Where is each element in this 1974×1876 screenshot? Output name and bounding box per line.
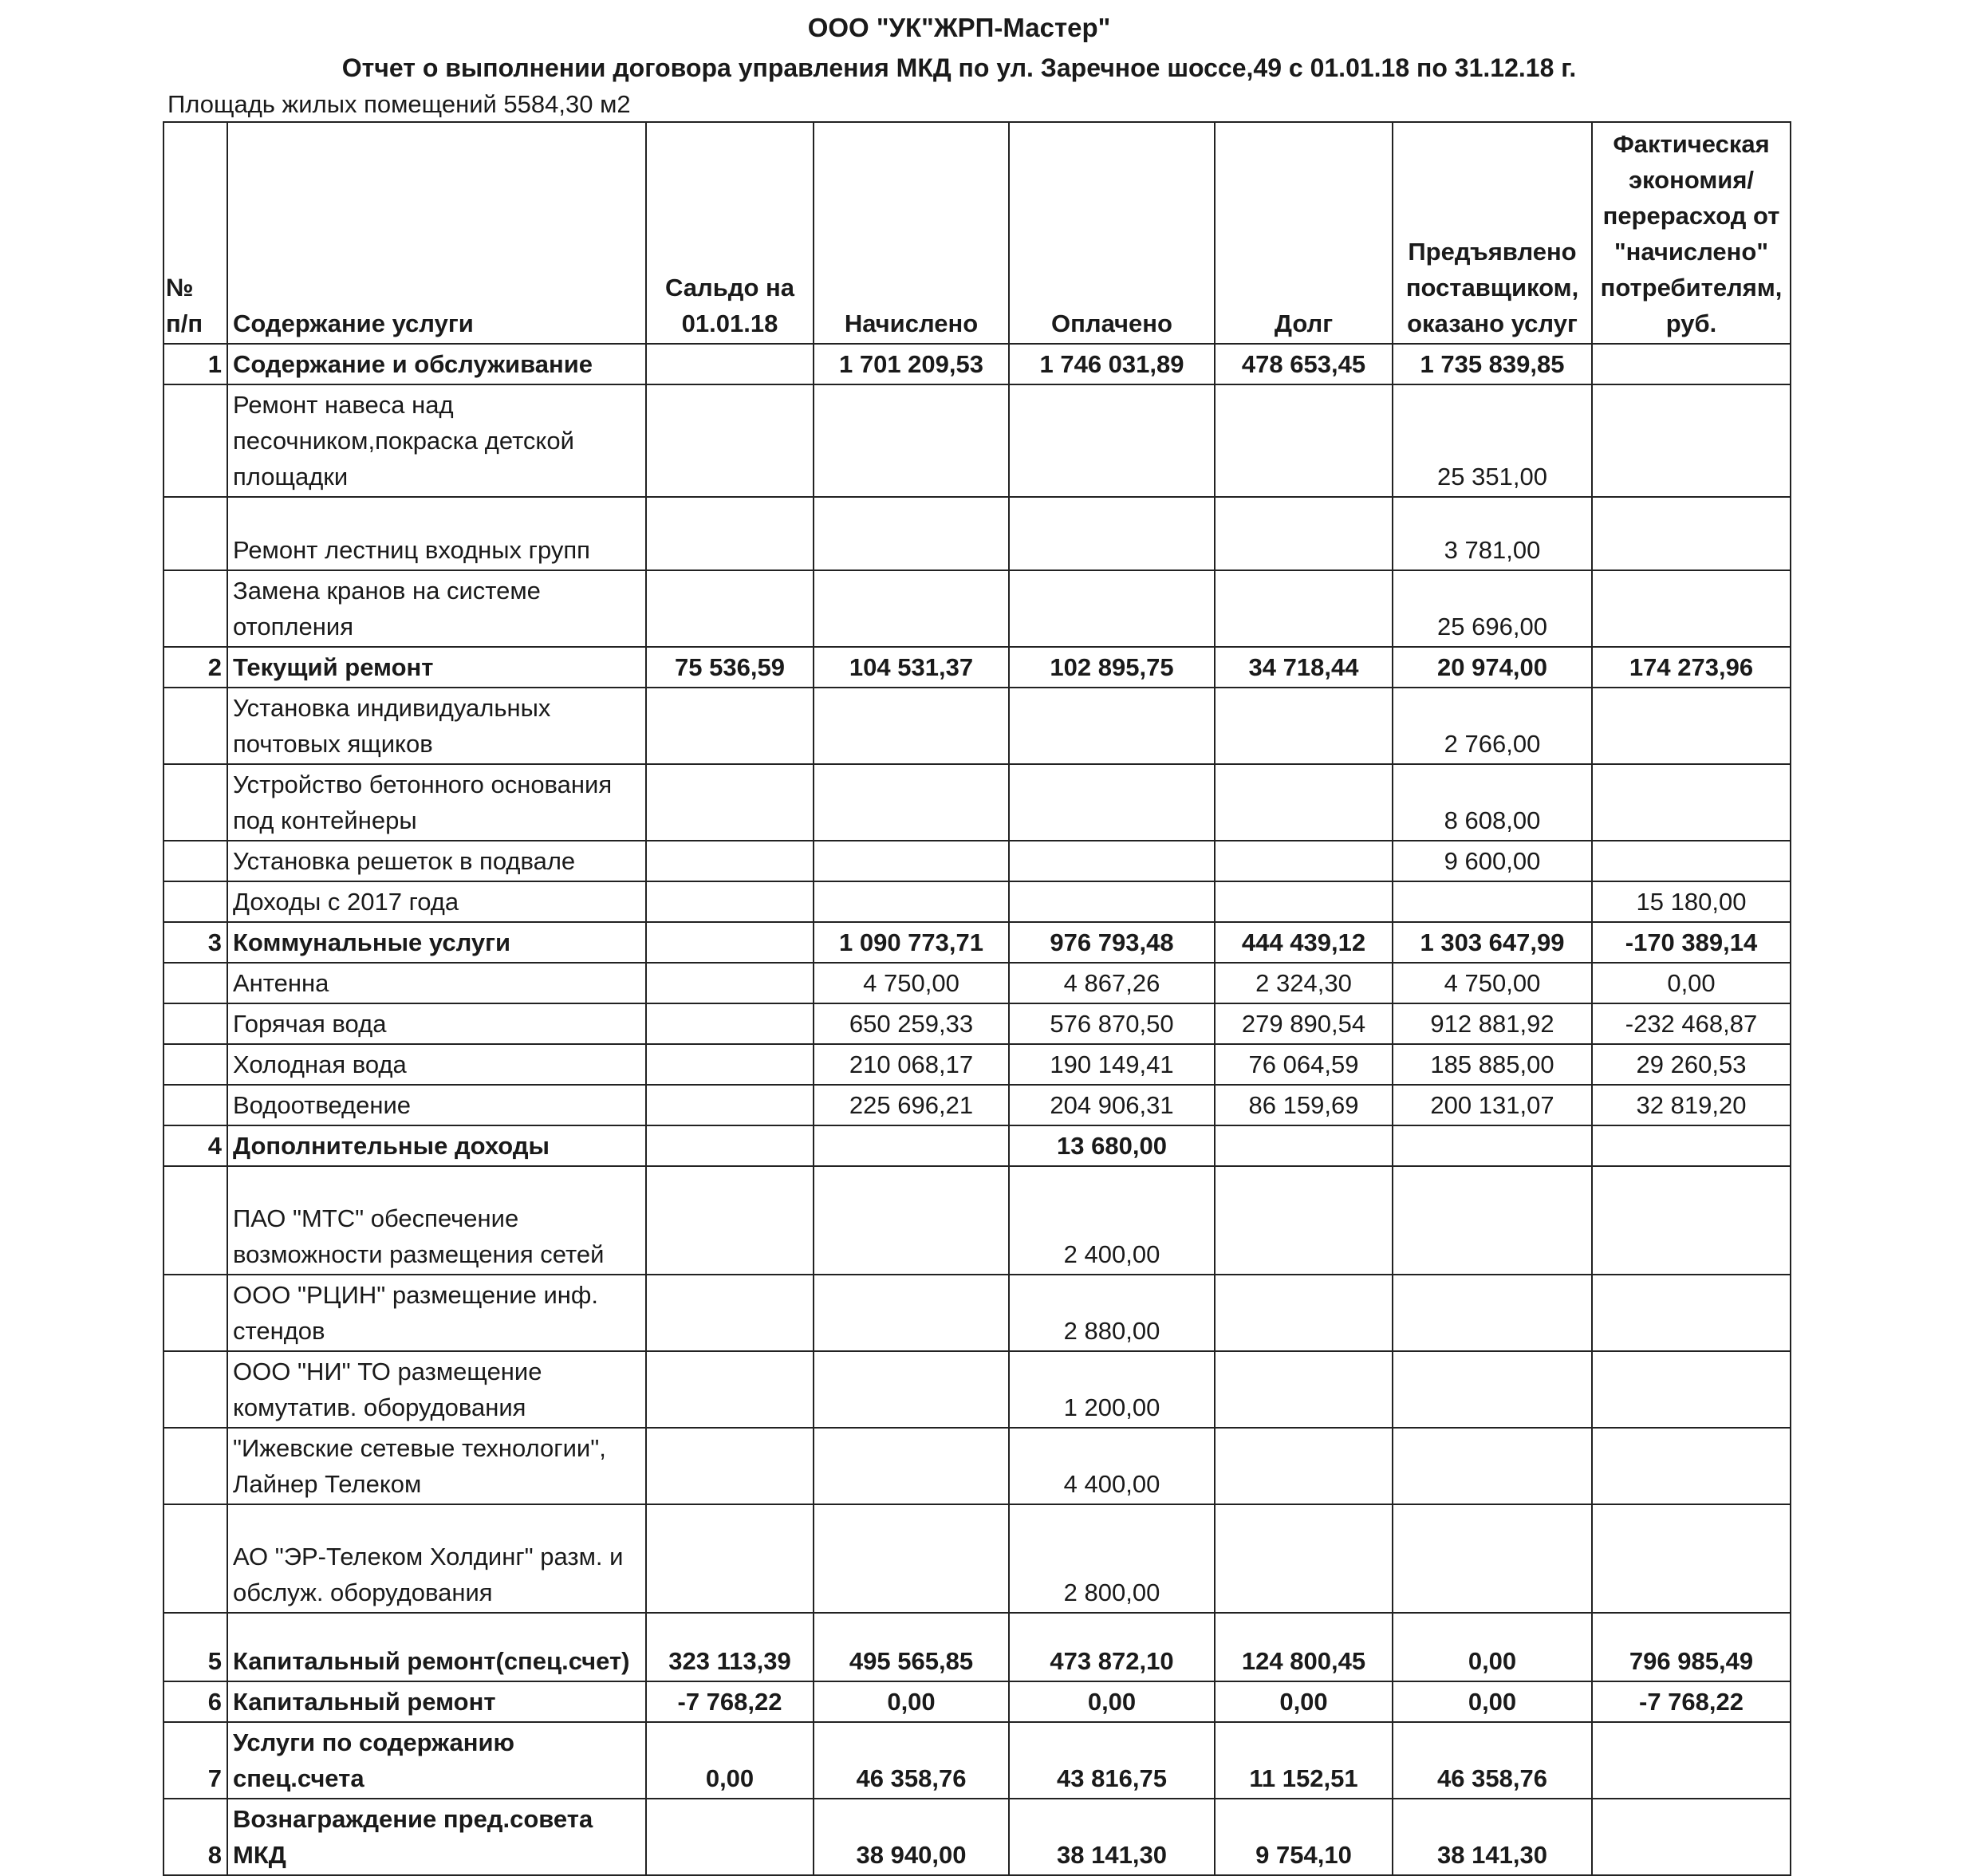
cell-supplier: 2 766,00: [1393, 688, 1592, 764]
cell-num: [164, 1275, 227, 1351]
cell-economy: 32 819,20: [1592, 1085, 1791, 1125]
cell-charged: [814, 1504, 1009, 1613]
cell-debt: [1215, 1428, 1393, 1504]
cell-supplier: [1393, 881, 1592, 922]
cell-num: 7: [164, 1722, 227, 1799]
cell-num: [164, 764, 227, 841]
cell-saldo: 0,00: [646, 1722, 814, 1799]
table-row: [164, 1428, 1791, 1504]
cell-num: [164, 1085, 227, 1125]
table-row: [164, 497, 1791, 570]
cell-supplier: [1393, 1275, 1592, 1351]
cell-service: Холодная вода: [227, 1044, 646, 1085]
cell-supplier: 185 885,00: [1393, 1044, 1592, 1085]
cell-supplier: 0,00: [1393, 1681, 1592, 1722]
table-row: [164, 841, 1791, 881]
cell-supplier: 8 608,00: [1393, 764, 1592, 841]
cell-num: 3: [164, 922, 227, 963]
cell-debt: [1215, 688, 1393, 764]
cell-economy: [1592, 1722, 1791, 1799]
cell-saldo: [646, 1003, 814, 1044]
cell-paid: 43 816,75: [1009, 1722, 1215, 1799]
cell-charged: 104 531,37: [814, 647, 1009, 688]
cell-saldo: [646, 1504, 814, 1613]
cell-service: Водоотведение: [227, 1085, 646, 1125]
cell-service: Капитальный ремонт(спец.счет): [227, 1613, 646, 1681]
cell-num: [164, 688, 227, 764]
table-row: [164, 1044, 1791, 1085]
cell-service: ПАО "МТС" обеспечение возможности размещения сетей: [227, 1166, 646, 1275]
cell-paid: 576 870,50: [1009, 1003, 1215, 1044]
cell-saldo: [646, 881, 814, 922]
cell-paid: 190 149,41: [1009, 1044, 1215, 1085]
cell-economy: -7 768,22: [1592, 1681, 1791, 1722]
cell-charged: 210 068,17: [814, 1044, 1009, 1085]
cell-charged: [814, 1428, 1009, 1504]
cell-debt: 11 152,51: [1215, 1722, 1393, 1799]
cell-service: ООО "НИ" ТО размещение комутатив. оборудования: [227, 1351, 646, 1428]
cell-charged: [814, 841, 1009, 881]
living-area: Площадь жилых помещений 5584,30 м2: [167, 90, 631, 118]
cell-economy: [1592, 497, 1791, 570]
cell-service: Устройство бетонного основания под контейнеры: [227, 764, 646, 841]
cell-num: [164, 570, 227, 647]
table-row: [164, 963, 1791, 1003]
cell-supplier: [1393, 1428, 1592, 1504]
col-header-economy: Фактическая экономия/перерасход от "начислено" потребителям, руб.: [1592, 122, 1791, 344]
cell-debt: [1215, 497, 1393, 570]
cell-supplier: [1393, 1351, 1592, 1428]
cell-num: [164, 1351, 227, 1428]
table-row: [164, 881, 1791, 922]
table-row: [164, 1125, 1791, 1166]
cell-saldo: [646, 497, 814, 570]
cell-charged: [814, 1125, 1009, 1166]
cell-num: [164, 1504, 227, 1613]
cell-debt: 76 064,59: [1215, 1044, 1393, 1085]
cell-service: Вознаграждение пред.совета МКД: [227, 1799, 646, 1875]
cell-num: [164, 1166, 227, 1275]
cell-supplier: 1 735 839,85: [1393, 344, 1592, 384]
cell-debt: [1215, 841, 1393, 881]
cell-debt: [1215, 1351, 1393, 1428]
table-row: [164, 1166, 1791, 1275]
cell-economy: -232 468,87: [1592, 1003, 1791, 1044]
table-row: [164, 570, 1791, 647]
cell-service: ООО "РЦИН" размещение инф. стендов: [227, 1275, 646, 1351]
cell-debt: [1215, 764, 1393, 841]
col-header-num: № п/п: [164, 122, 227, 344]
cell-service: Коммунальные услуги: [227, 922, 646, 963]
report-body: [164, 344, 1791, 1875]
cell-service: Услуги по содержанию спец.счета: [227, 1722, 646, 1799]
cell-service: Антенна: [227, 963, 646, 1003]
cell-economy: [1592, 1166, 1791, 1275]
cell-saldo: [646, 1428, 814, 1504]
col-header-supplier: Предъявлено поставщиком, оказано услуг: [1393, 122, 1592, 344]
cell-paid: 1 200,00: [1009, 1351, 1215, 1428]
cell-saldo: [646, 1351, 814, 1428]
cell-debt: [1215, 570, 1393, 647]
col-header-charged: Начислено: [814, 122, 1009, 344]
cell-economy: [1592, 688, 1791, 764]
cell-supplier: 200 131,07: [1393, 1085, 1592, 1125]
cell-supplier: 0,00: [1393, 1613, 1592, 1681]
cell-supplier: 912 881,92: [1393, 1003, 1592, 1044]
company-title: ООО "УК"ЖРП-Мастер": [807, 13, 1111, 42]
cell-supplier: 25 696,00: [1393, 570, 1592, 647]
cell-charged: 0,00: [814, 1681, 1009, 1722]
cell-num: 8: [164, 1799, 227, 1875]
cell-economy: [1592, 1275, 1791, 1351]
cell-service: Капитальный ремонт: [227, 1681, 646, 1722]
cell-paid: [1009, 841, 1215, 881]
cell-num: 1: [164, 344, 227, 384]
cell-saldo: [646, 384, 814, 497]
cell-debt: 124 800,45: [1215, 1613, 1393, 1681]
cell-economy: 174 273,96: [1592, 647, 1791, 688]
cell-paid: [1009, 570, 1215, 647]
cell-service: Текущий ремонт: [227, 647, 646, 688]
cell-num: 2: [164, 647, 227, 688]
cell-economy: [1592, 1799, 1791, 1875]
cell-economy: [1592, 764, 1791, 841]
cell-supplier: 4 750,00: [1393, 963, 1592, 1003]
cell-saldo: [646, 963, 814, 1003]
cell-economy: [1592, 1351, 1791, 1428]
table-row: [164, 1681, 1791, 1722]
cell-num: 4: [164, 1125, 227, 1166]
table-row: [164, 1722, 1791, 1799]
cell-paid: 2 400,00: [1009, 1166, 1215, 1275]
cell-charged: 1 701 209,53: [814, 344, 1009, 384]
cell-supplier: 3 781,00: [1393, 497, 1592, 570]
cell-paid: 102 895,75: [1009, 647, 1215, 688]
cell-service: Ремонт навеса над песочником,покраска детской площадки: [227, 384, 646, 497]
cell-debt: 279 890,54: [1215, 1003, 1393, 1044]
cell-charged: 650 259,33: [814, 1003, 1009, 1044]
cell-economy: 796 985,49: [1592, 1613, 1791, 1681]
cell-paid: [1009, 384, 1215, 497]
cell-paid: 204 906,31: [1009, 1085, 1215, 1125]
table-row: [164, 688, 1791, 764]
table-row: [164, 647, 1791, 688]
cell-paid: 0,00: [1009, 1681, 1215, 1722]
cell-paid: 473 872,10: [1009, 1613, 1215, 1681]
cell-supplier: 1 303 647,99: [1393, 922, 1592, 963]
cell-supplier: 20 974,00: [1393, 647, 1592, 688]
cell-num: [164, 497, 227, 570]
cell-debt: [1215, 1504, 1393, 1613]
cell-saldo: [646, 1799, 814, 1875]
cell-paid: 13 680,00: [1009, 1125, 1215, 1166]
cell-service: Установка решеток в подвале: [227, 841, 646, 881]
cell-supplier: 38 141,30: [1393, 1799, 1592, 1875]
cell-economy: [1592, 1428, 1791, 1504]
cell-paid: 4 400,00: [1009, 1428, 1215, 1504]
cell-saldo: [646, 570, 814, 647]
cell-economy: 29 260,53: [1592, 1044, 1791, 1085]
cell-num: [164, 1003, 227, 1044]
col-header-debt: Долг: [1215, 122, 1393, 344]
table-row: [164, 384, 1791, 497]
cell-charged: 495 565,85: [814, 1613, 1009, 1681]
cell-paid: 2 880,00: [1009, 1275, 1215, 1351]
table-row: [164, 1275, 1791, 1351]
cell-debt: 444 439,12: [1215, 922, 1393, 963]
cell-supplier: 9 600,00: [1393, 841, 1592, 881]
cell-charged: 1 090 773,71: [814, 922, 1009, 963]
cell-num: [164, 963, 227, 1003]
cell-charged: 38 940,00: [814, 1799, 1009, 1875]
cell-charged: [814, 1275, 1009, 1351]
cell-saldo: [646, 1125, 814, 1166]
cell-paid: 38 141,30: [1009, 1799, 1215, 1875]
cell-charged: [814, 764, 1009, 841]
cell-saldo: [646, 1085, 814, 1125]
cell-economy: [1592, 570, 1791, 647]
cell-economy: [1592, 344, 1791, 384]
cell-saldo: [646, 1275, 814, 1351]
table-row: [164, 1613, 1791, 1681]
cell-saldo: [646, 1044, 814, 1085]
cell-supplier: 46 358,76: [1393, 1722, 1592, 1799]
cell-supplier: [1393, 1504, 1592, 1613]
cell-economy: [1592, 384, 1791, 497]
cell-service: Установка индивидуальных почтовых ящиков: [227, 688, 646, 764]
report-table: [163, 121, 1791, 1876]
cell-saldo: [646, 1166, 814, 1275]
cell-num: 5: [164, 1613, 227, 1681]
cell-charged: 4 750,00: [814, 963, 1009, 1003]
cell-paid: 1 746 031,89: [1009, 344, 1215, 384]
table-row: [164, 1504, 1791, 1613]
cell-economy: [1592, 1125, 1791, 1166]
cell-charged: [814, 688, 1009, 764]
cell-num: [164, 1044, 227, 1085]
cell-service: Замена кранов на системе отопления: [227, 570, 646, 647]
cell-debt: 478 653,45: [1215, 344, 1393, 384]
cell-debt: 9 754,10: [1215, 1799, 1393, 1875]
cell-service: Доходы с 2017 года: [227, 881, 646, 922]
cell-saldo: [646, 841, 814, 881]
cell-debt: 86 159,69: [1215, 1085, 1393, 1125]
cell-paid: [1009, 881, 1215, 922]
table-row: [164, 1085, 1791, 1125]
cell-service: АО "ЭР-Телеком Холдинг" разм. и обслуж. оборудования: [227, 1504, 646, 1613]
cell-service: Ремонт лестниц входных групп: [227, 497, 646, 570]
cell-num: [164, 881, 227, 922]
cell-paid: 976 793,48: [1009, 922, 1215, 963]
table-row: [164, 1799, 1791, 1875]
cell-debt: 0,00: [1215, 1681, 1393, 1722]
cell-economy: 15 180,00: [1592, 881, 1791, 922]
cell-charged: 225 696,21: [814, 1085, 1009, 1125]
cell-service: Горячая вода: [227, 1003, 646, 1044]
cell-service: Содержание и обслуживание: [227, 344, 646, 384]
cell-saldo: -7 768,22: [646, 1681, 814, 1722]
cell-charged: 46 358,76: [814, 1722, 1009, 1799]
cell-num: [164, 841, 227, 881]
cell-debt: 34 718,44: [1215, 647, 1393, 688]
cell-economy: -170 389,14: [1592, 922, 1791, 963]
cell-num: [164, 384, 227, 497]
cell-charged: [814, 881, 1009, 922]
col-header-paid: Оплачено: [1009, 122, 1215, 344]
cell-paid: 4 867,26: [1009, 963, 1215, 1003]
cell-saldo: 323 113,39: [646, 1613, 814, 1681]
cell-debt: [1215, 384, 1393, 497]
cell-saldo: [646, 344, 814, 384]
cell-paid: 2 800,00: [1009, 1504, 1215, 1613]
cell-economy: [1592, 1504, 1791, 1613]
cell-saldo: [646, 688, 814, 764]
report-title: Отчет о выполнении договора управления МКД по ул. Заречное шоссе,49 с 01.01.18 по 31.12.18 г.: [341, 53, 1577, 82]
cell-charged: [814, 570, 1009, 647]
cell-saldo: [646, 922, 814, 963]
col-header-saldo: Сальдо на 01.01.18: [646, 122, 814, 344]
cell-charged: [814, 384, 1009, 497]
cell-paid: [1009, 497, 1215, 570]
cell-service: "Ижевские сетевые технологии", Лайнер Телеком: [227, 1428, 646, 1504]
cell-supplier: 25 351,00: [1393, 384, 1592, 497]
cell-economy: 0,00: [1592, 963, 1791, 1003]
table-row: [164, 1003, 1791, 1044]
cell-supplier: [1393, 1166, 1592, 1275]
cell-num: 6: [164, 1681, 227, 1722]
cell-debt: [1215, 1275, 1393, 1351]
cell-supplier: [1393, 1125, 1592, 1166]
table-row: [164, 922, 1791, 963]
cell-paid: [1009, 688, 1215, 764]
cell-charged: [814, 1166, 1009, 1275]
col-header-service: Содержание услуги: [227, 122, 646, 344]
cell-service: Дополнительные доходы: [227, 1125, 646, 1166]
table-row: [164, 344, 1791, 384]
cell-economy: [1592, 841, 1791, 881]
table-row: [164, 1351, 1791, 1428]
cell-debt: [1215, 1166, 1393, 1275]
cell-num: [164, 1428, 227, 1504]
cell-debt: 2 324,30: [1215, 963, 1393, 1003]
cell-saldo: [646, 764, 814, 841]
cell-saldo: 75 536,59: [646, 647, 814, 688]
cell-paid: [1009, 764, 1215, 841]
cell-debt: [1215, 1125, 1393, 1166]
cell-charged: [814, 1351, 1009, 1428]
table-header-row: [164, 122, 1791, 344]
cell-debt: [1215, 881, 1393, 922]
cell-charged: [814, 497, 1009, 570]
table-row: [164, 764, 1791, 841]
